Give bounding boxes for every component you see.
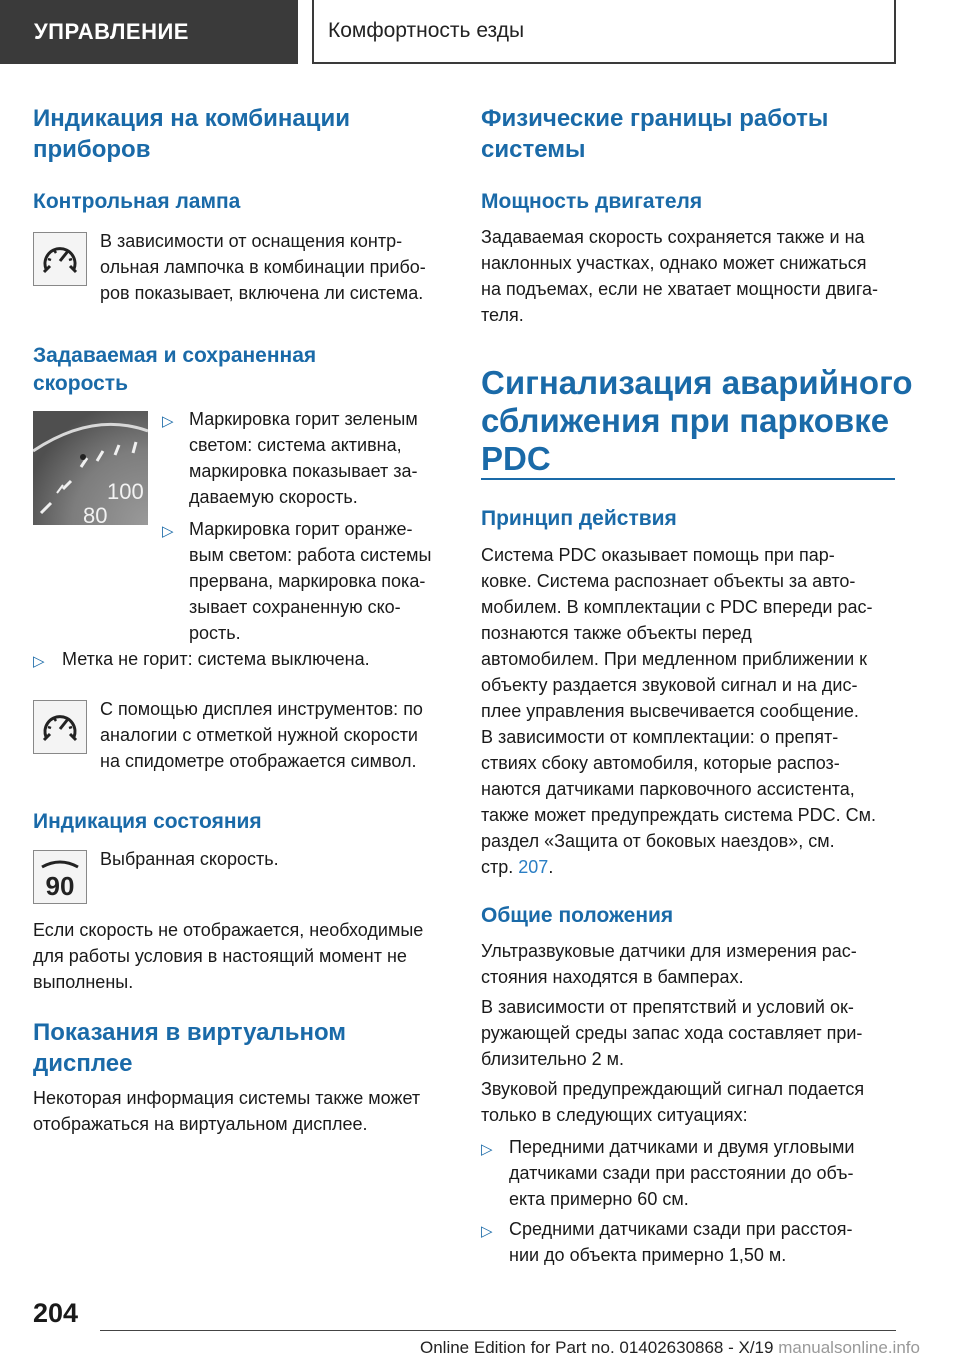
- lamp-description: В зависимости от оснащения контр- ольная лампочка в комбинации прибо- ров показывает, включена ли система.: [100, 231, 426, 303]
- bullet-marker-off: Метка не горит: система выключена.: [62, 649, 370, 669]
- section-title: УПРАВЛЕНИЕ: [34, 19, 189, 44]
- heading-display-instrument: Индикация на комбинации приборов: [33, 105, 350, 163]
- chapter-tab: [312, 0, 896, 64]
- footer-divider: [100, 1330, 896, 1331]
- heading-indicator-lamp: Контрольная лампа: [33, 190, 241, 213]
- virtual-display-text: Некоторая информация системы также может отображаться на виртуальном дисплее.: [33, 1088, 421, 1134]
- instrument-display-description: С помощью дисплея инструментов: по аналогии с отметкой нужной скорости на спидометре отображается символ.: [100, 699, 423, 771]
- bullet-marker: ▷: [162, 413, 174, 430]
- bullet-marker: ▷: [162, 523, 174, 540]
- gauge-label-100: 100: [107, 479, 144, 504]
- general-text-range: В зависимости от препятствий и условий ок- ружающей среды запас хода составляет при- близительно 2 м.: [481, 997, 863, 1069]
- page-reference-link[interactable]: 207: [518, 857, 549, 877]
- bullet-marker: ▷: [33, 653, 45, 670]
- bullet-marker: ▷: [481, 1141, 493, 1158]
- engine-power-text: Задаваемая скорость сохраняется также и на наклонных участках, однако может снижаться на подъемах, если не хватает мощности двига- теля.: [481, 227, 879, 325]
- bullet-orange-marker: Маркировка горит оранже- вым светом: работа системы прервана, маркировка пока- зывает сохраненную ско- рость.: [189, 519, 432, 643]
- heading-general: Общие положения: [481, 904, 674, 927]
- heading-engine-power: Мощность двигателя: [481, 190, 703, 213]
- bullet-marker: ▷: [481, 1223, 493, 1240]
- page-number: 204: [33, 1298, 79, 1328]
- status-note: Если скорость не отображается, необходимые для работы условия в настоящий момент не выполнены.: [33, 920, 424, 992]
- principle-text-side: В зависимости от комплектации: о препят- ствиях сбоку автомобиля, которые распоз- наются датчиками парковочного ассистента, также может предупреждать система PDC. См. раздел «Защита от боковых наездов», см. стр. 207.: [481, 727, 876, 877]
- general-text-sensors: Ультразвуковые датчики для измерения рас- стояния находятся в бамперах.: [481, 941, 857, 987]
- heading-physical-limits: Физические границы работы системы: [481, 105, 829, 163]
- heading-status-display: Индикация состояния: [33, 810, 262, 833]
- chapter-title: Комфортность езды: [328, 19, 525, 42]
- speed-limiter-lamp-icon: [33, 232, 87, 286]
- heading-pdc: Сигнализация аварийного сближения при парковке PDC: [481, 364, 913, 477]
- footer-edition: Online Edition for Part no. 01402630868 - X/19 manualsonline.info: [420, 1338, 920, 1357]
- bullet-green-marker: Маркировка горит зеленым светом: система активна, маркировка показывает за- даваемую скорость.: [189, 409, 418, 507]
- watermark: manualsonline.info: [778, 1338, 920, 1357]
- heading-principle: Принцип действия: [481, 507, 677, 530]
- svg-text:90: 90: [45, 871, 75, 901]
- speedometer-gauge-image: [33, 411, 148, 525]
- principle-text: Система PDC оказывает помощь при пар- ковке. Система распознает объекты за авто- мобилем. В комплектации с PDC впереди рас- познаются также объекты перед автомобилем. При медленном приближении к объекту раздается звуковой сигнал и на дис- плее управления высвечивается сообщение.: [481, 545, 873, 721]
- speed-limiter-display-icon: [33, 700, 87, 754]
- general-text-signal: Звуковой предупреждающий сигнал подается только в следующих ситуациях:: [481, 1079, 865, 1125]
- selected-speed-label: Выбранная скорость.: [100, 849, 279, 869]
- gauge-label-80: 80: [83, 503, 108, 525]
- section-divider: [481, 478, 895, 480]
- bullet-middle-sensors: Средними датчиками сзади при расстоя- нии до объекта примерно 1,50 м.: [509, 1219, 853, 1265]
- heading-virtual-display: Показания в виртуальном дисплее: [33, 1019, 347, 1077]
- section-tab: [0, 0, 298, 64]
- bullet-front-sensors: Передними датчиками и двумя угловыми датчиками сзади при расстоянии до объ- екта примерно 60 см.: [509, 1137, 855, 1209]
- heading-set-speed: Задаваемая и сохраненная скорость: [33, 344, 317, 395]
- selected-speed-icon: [33, 850, 87, 904]
